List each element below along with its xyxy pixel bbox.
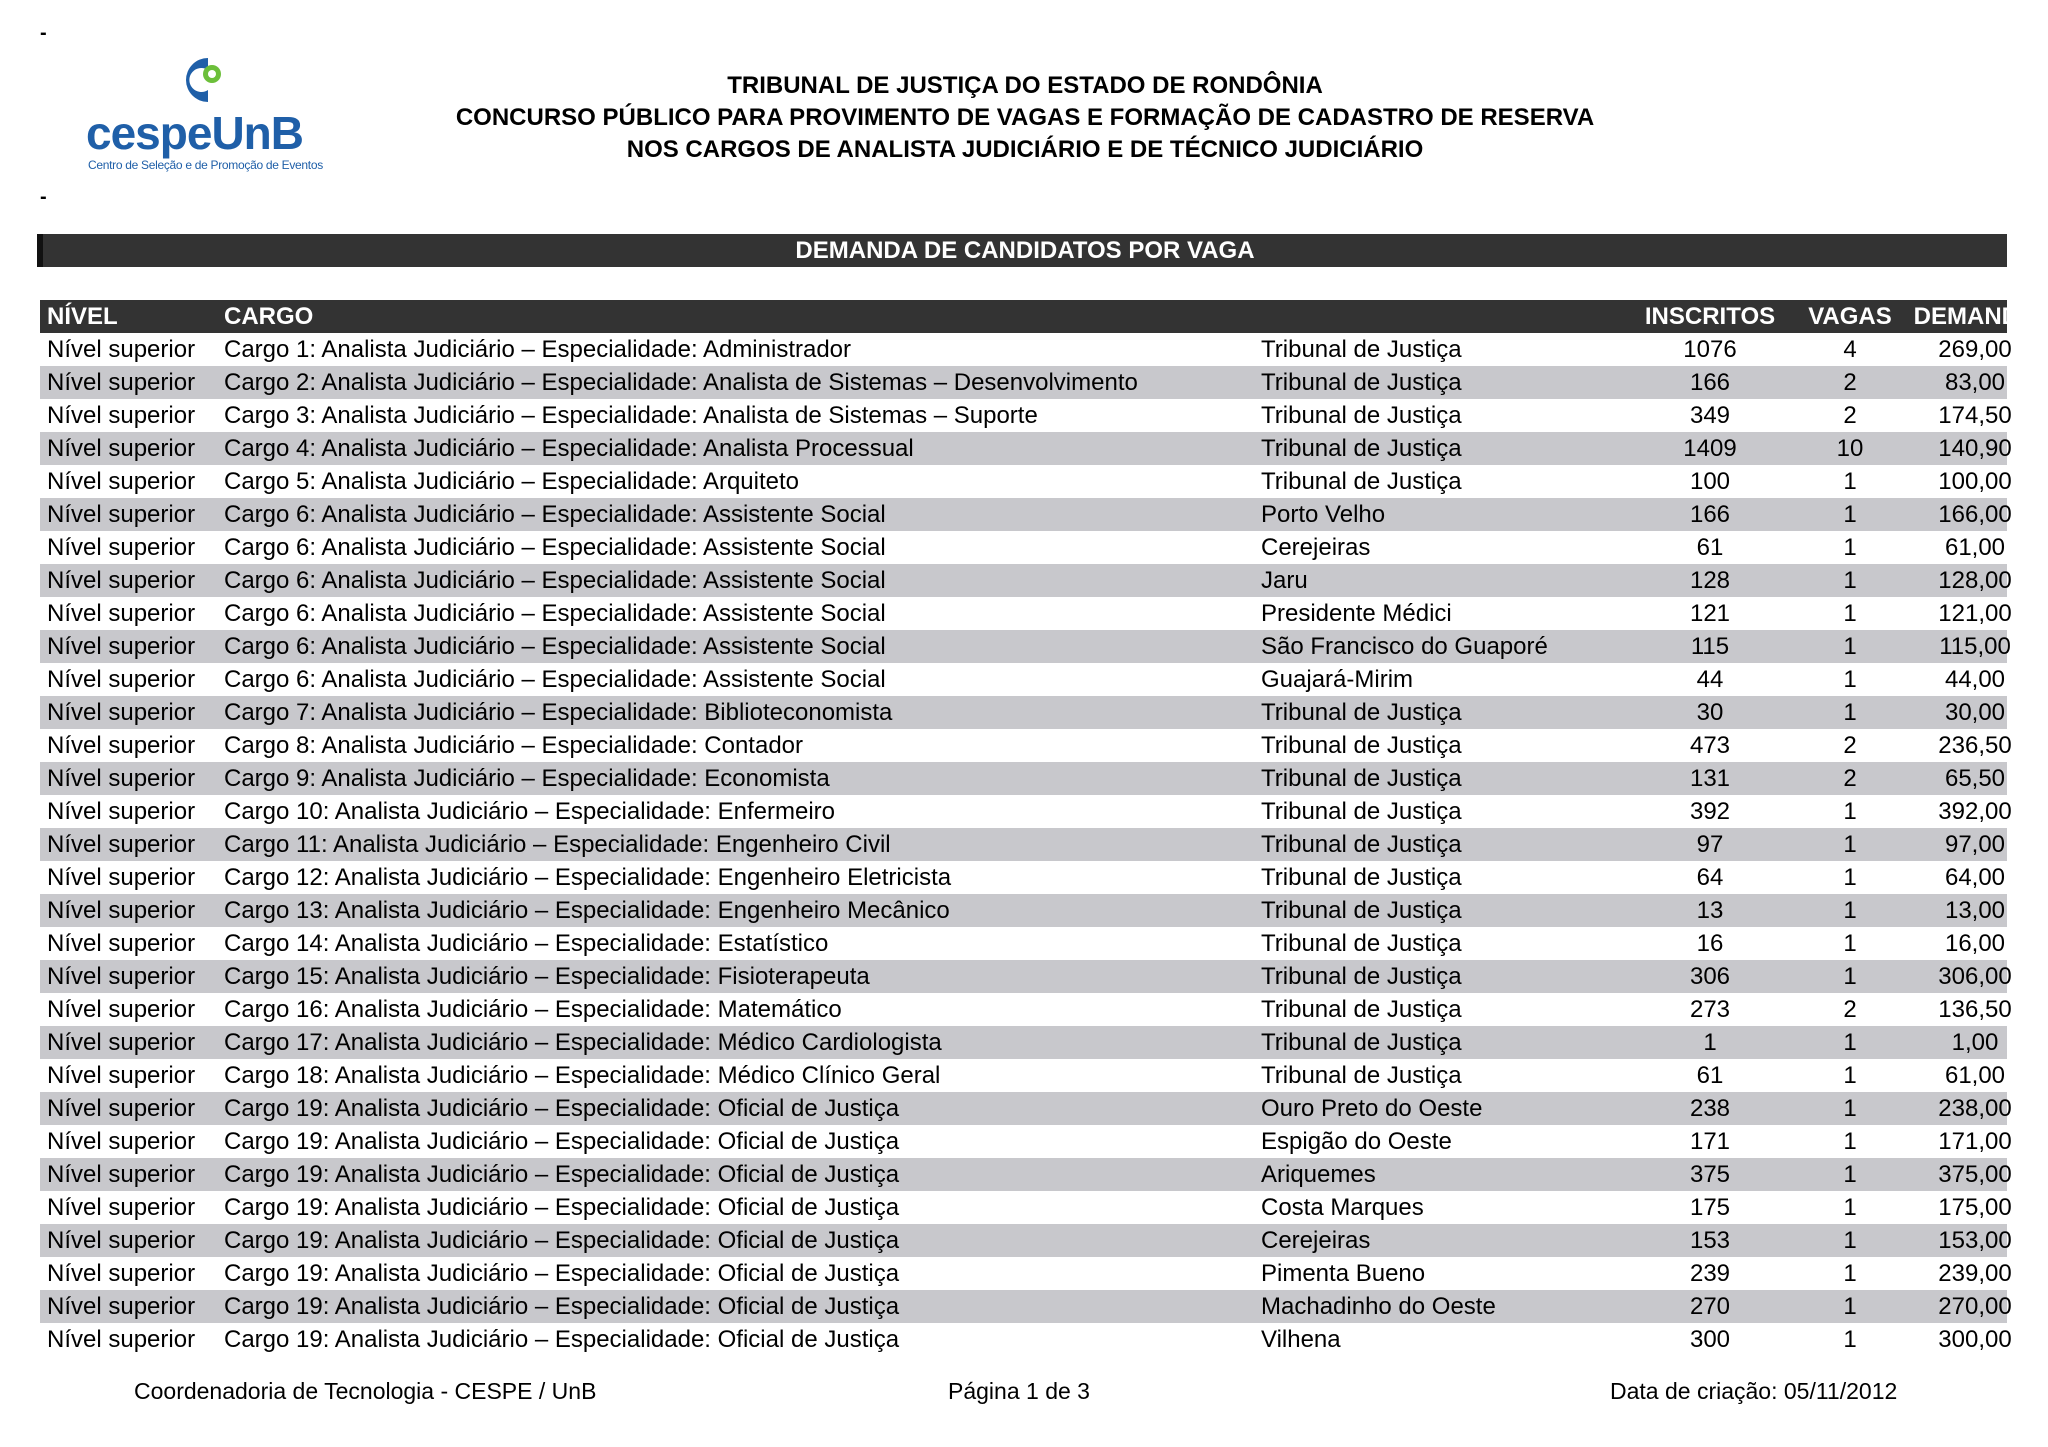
cell-vagas: 2 [1843,732,1857,759]
cell-cargo: Cargo 15: Analista Judiciário – Especialidade: Fisioterapeuta [224,963,870,990]
cell-nivel: Nível superior [47,1029,196,1056]
cell-demanda: 306,00 [1938,963,2012,990]
cell-cargo: Cargo 5: Analista Judiciário – Especialidade: Arquiteto [224,468,800,495]
table-row [40,927,2007,960]
table-row [40,1191,2012,1224]
cell-vagas: 1 [1843,1029,1857,1056]
cell-vagas: 1 [1843,1260,1857,1287]
logo-word-unb: UnB [211,107,303,159]
cell-demanda: 174,50 [1938,402,2012,429]
logo-word-cespe: cespe [86,107,212,159]
cell-inscritos: 166 [1689,501,1731,528]
cell-nivel: Nível superior [47,633,196,660]
cell-local: Tribunal de Justiça [1261,402,1462,429]
cespe-unb-logo [86,50,323,180]
cell-cargo: Cargo 13: Analista Judiciário – Especialidade: Engenheiro Mecânico [224,897,950,924]
cell-vagas: 1 [1843,798,1857,825]
cell-cargo: Cargo 19: Analista Judiciário – Especialidade: Oficial de Justiça [224,1326,900,1353]
cell-nivel: Nível superior [47,567,196,594]
cell-demanda: 65,50 [1944,765,2006,792]
cell-local: Tribunal de Justiça [1261,930,1462,957]
cell-cargo: Cargo 4: Analista Judiciário – Especialidade: Analista Processual [224,435,914,462]
cell-inscritos: 239 [1689,1260,1731,1287]
table-row [40,729,2012,762]
table-row [40,465,2012,498]
cell-nivel: Nível superior [47,435,196,462]
table-row [40,663,2007,696]
cell-vagas: 1 [1843,633,1857,660]
col-header-inscritos: INSCRITOS [1644,303,1776,330]
cell-demanda: 115,00 [1939,633,2011,660]
cell-local: Tribunal de Justiça [1261,831,1462,858]
logo-wordmark [86,106,303,160]
cell-demanda: 97,00 [1944,831,2006,858]
cell-vagas: 1 [1843,1128,1857,1155]
cell-vagas: 1 [1843,963,1857,990]
cell-demanda: 61,00 [1944,1062,2006,1089]
cell-nivel: Nível superior [47,930,196,957]
cell-inscritos: 131 [1689,765,1731,792]
cell-local: Tribunal de Justiça [1261,1062,1462,1089]
cell-cargo: Cargo 11: Analista Judiciário – Especialidade: Engenheiro Civil [224,831,891,858]
cell-cargo: Cargo 2: Analista Judiciário – Especialidade: Analista de Sistemas – Desenvolvimento [224,369,1138,396]
cespe-logo-icon [168,50,232,110]
cell-cargo: Cargo 17: Analista Judiciário – Especialidade: Médico Cardiologista [224,1029,942,1056]
cell-vagas: 1 [1843,666,1857,693]
cell-local: Tribunal de Justiça [1261,336,1462,363]
cell-cargo: Cargo 6: Analista Judiciário – Especialidade: Assistente Social [224,501,886,528]
cell-cargo: Cargo 19: Analista Judiciário – Especialidade: Oficial de Justiça [224,1260,900,1287]
cell-inscritos: 175 [1689,1194,1731,1221]
cell-inscritos: 16 [1696,930,1724,957]
cell-nivel: Nível superior [47,369,196,396]
header-line-1: TRIBUNAL DE JUSTIÇA DO ESTADO DE RONDÔNIA [727,72,1323,99]
cell-local: São Francisco do Guaporé [1261,633,1548,660]
cell-nivel: Nível superior [47,864,196,891]
demand-table [40,300,2037,1356]
col-header-vagas: VAGAS [1808,303,1892,330]
cell-local: Tribunal de Justiça [1261,897,1462,924]
table-row [40,498,2012,531]
cell-cargo: Cargo 6: Analista Judiciário – Especialidade: Assistente Social [224,666,886,693]
cell-cargo: Cargo 16: Analista Judiciário – Especialidade: Matemático [224,996,842,1023]
cell-vagas: 1 [1843,1326,1857,1353]
cell-local: Vilhena [1261,1326,1341,1353]
table-row [40,1257,2012,1290]
cell-local: Tribunal de Justiça [1261,765,1462,792]
cell-demanda: 175,00 [1938,1194,2012,1221]
cell-vagas: 4 [1843,336,1857,363]
cell-vagas: 1 [1843,567,1857,594]
cell-inscritos: 100 [1689,468,1731,495]
cell-demanda: 153,00 [1938,1227,2012,1254]
cell-nivel: Nível superior [47,699,196,726]
table-row [40,597,2012,630]
table-row [40,861,2007,894]
cell-local: Tribunal de Justiça [1261,435,1462,462]
cell-vagas: 1 [1843,600,1857,627]
cell-demanda: 392,00 [1938,798,2012,825]
cell-local: Tribunal de Justiça [1261,468,1462,495]
cell-demanda: 238,00 [1938,1095,2012,1122]
footer-creation-date: Data de criação: 05/11/2012 [1610,1378,1898,1404]
cell-demanda: 128,00 [1938,567,2012,594]
cell-vagas: 2 [1843,996,1857,1023]
table-row [40,531,2007,564]
cell-demanda: 136,50 [1938,996,2012,1023]
cell-local: Tribunal de Justiça [1261,1029,1462,1056]
table-row [40,960,2012,993]
cell-inscritos: 61 [1696,534,1724,561]
cell-nivel: Nível superior [47,897,196,924]
cell-vagas: 1 [1843,1194,1857,1221]
cell-inscritos: 306 [1689,963,1731,990]
cell-inscritos: 13 [1696,897,1724,924]
cell-vagas: 1 [1843,1227,1857,1254]
cell-vagas: 1 [1843,468,1857,495]
cell-demanda: 30,00 [1944,699,2006,726]
table-row [40,795,2012,828]
cell-cargo: Cargo 6: Analista Judiciário – Especialidade: Assistente Social [224,567,886,594]
cell-demanda: 300,00 [1938,1326,2012,1353]
table-header [40,300,2037,333]
corner-mark-top: - [40,22,47,44]
cell-cargo: Cargo 19: Analista Judiciário – Especialidade: Oficial de Justiça [224,1128,900,1155]
cell-vagas: 1 [1843,864,1857,891]
cell-cargo: Cargo 3: Analista Judiciário – Especialidade: Analista de Sistemas – Suporte [224,402,1038,429]
cell-cargo: Cargo 9: Analista Judiciário – Especialidade: Economista [224,765,830,792]
table-row [40,1059,2007,1092]
cell-inscritos: 473 [1689,732,1731,759]
cell-nivel: Nível superior [47,402,196,429]
cell-cargo: Cargo 14: Analista Judiciário – Especialidade: Estatístico [224,930,829,957]
cell-cargo: Cargo 6: Analista Judiciário – Especialidade: Assistente Social [224,600,886,627]
cell-inscritos: 64 [1696,864,1724,891]
cell-cargo: Cargo 7: Analista Judiciário – Especialidade: Biblioteconomista [224,699,893,726]
cell-vagas: 2 [1843,402,1857,429]
cell-nivel: Nível superior [47,1161,196,1188]
table-row [40,1026,2007,1059]
cell-demanda: 64,00 [1944,864,2006,891]
cell-local: Porto Velho [1261,501,1386,528]
table-row [40,894,2007,927]
cell-demanda: 100,00 [1938,468,2012,495]
cell-cargo: Cargo 19: Analista Judiciário – Especialidade: Oficial de Justiça [224,1095,900,1122]
cell-inscritos: 270 [1689,1293,1731,1320]
table-row [40,432,2012,465]
cell-nivel: Nível superior [47,468,196,495]
col-header-nivel: NÍVEL [47,303,118,330]
cell-nivel: Nível superior [47,534,196,561]
cell-local: Pimenta Bueno [1261,1260,1426,1287]
cell-vagas: 1 [1843,699,1857,726]
cell-cargo: Cargo 6: Analista Judiciário – Especialidade: Assistente Social [224,633,886,660]
logo-subtitle: Centro de Seleção e de Promoção de Eventos [88,158,323,172]
cell-local: Cerejeiras [1261,1227,1371,1254]
table-row [40,630,2011,663]
cell-cargo: Cargo 19: Analista Judiciário – Especialidade: Oficial de Justiça [224,1194,900,1221]
cell-vagas: 1 [1843,501,1857,528]
table-row [40,1323,2012,1356]
cell-nivel: Nível superior [47,963,196,990]
cell-vagas: 1 [1843,1095,1857,1122]
table-row [40,1092,2012,1125]
cell-demanda: 83,00 [1944,369,2006,396]
cell-inscritos: 349 [1689,402,1731,429]
cell-local: Jaru [1261,567,1308,594]
table-row [40,828,2007,861]
cell-local: Costa Marques [1261,1194,1424,1221]
cell-nivel: Nível superior [47,1326,196,1353]
cell-local: Tribunal de Justiça [1261,369,1462,396]
cell-vagas: 1 [1843,534,1857,561]
cell-inscritos: 121 [1689,600,1731,627]
header-line-2: CONCURSO PÚBLICO PARA PROVIMENTO DE VAGAS E FORMAÇÃO DE CADASTRO DE RESERVA [455,104,1595,131]
cell-local: Tribunal de Justiça [1261,864,1462,891]
cell-local: Tribunal de Justiça [1261,732,1462,759]
cell-local: Tribunal de Justiça [1261,996,1462,1023]
cell-local: Guajará-Mirim [1261,666,1414,693]
cell-demanda: 16,00 [1944,930,2006,957]
cell-cargo: Cargo 12: Analista Judiciário – Especialidade: Engenheiro Eletricista [224,864,952,891]
cell-demanda: 270,00 [1938,1293,2012,1320]
cell-cargo: Cargo 19: Analista Judiciário – Especialidade: Oficial de Justiça [224,1227,900,1254]
cell-demanda: 1,00 [1951,1029,1999,1056]
cell-demanda: 166,00 [1938,501,2012,528]
cell-nivel: Nível superior [47,1194,196,1221]
cell-nivel: Nível superior [47,732,196,759]
cell-demanda: 140,90 [1938,435,2012,462]
cell-nivel: Nível superior [47,1293,196,1320]
cell-nivel: Nível superior [47,831,196,858]
cell-demanda: 236,50 [1938,732,2012,759]
cell-inscritos: 97 [1696,831,1724,858]
cell-vagas: 1 [1843,1293,1857,1320]
cell-nivel: Nível superior [47,1128,196,1155]
table-row [40,696,2007,729]
document-header [340,70,1710,166]
cell-local: Ariquemes [1261,1161,1376,1188]
cell-cargo: Cargo 19: Analista Judiciário – Especialidade: Oficial de Justiça [224,1161,900,1188]
cell-inscritos: 61 [1696,1062,1724,1089]
cell-demanda: 121,00 [1938,600,2012,627]
cell-nivel: Nível superior [47,1227,196,1254]
cell-demanda: 61,00 [1944,534,2006,561]
cell-inscritos: 375 [1689,1161,1731,1188]
cell-nivel: Nível superior [47,1095,196,1122]
cell-vagas: 2 [1843,369,1857,396]
col-header-cargo: CARGO [224,303,314,330]
cell-nivel: Nível superior [47,765,196,792]
table-row [40,1290,2012,1323]
table-body [40,333,2012,1356]
cell-inscritos: 44 [1696,666,1724,693]
cell-inscritos: 1 [1703,1029,1717,1056]
cell-vagas: 1 [1843,1161,1857,1188]
cell-demanda: 13,00 [1944,897,2006,924]
cell-vagas: 1 [1843,831,1857,858]
cell-nivel: Nível superior [47,666,196,693]
cell-cargo: Cargo 8: Analista Judiciário – Especialidade: Contador [224,732,804,759]
cell-local: Cerejeiras [1261,534,1371,561]
section-banner: DEMANDA DE CANDIDATOS POR VAGA [37,234,2007,267]
cell-local: Tribunal de Justiça [1261,798,1462,825]
cell-demanda: 269,00 [1938,336,2012,363]
cell-nivel: Nível superior [47,1062,196,1089]
cell-demanda: 239,00 [1938,1260,2012,1287]
cell-inscritos: 238 [1689,1095,1731,1122]
table-row [40,564,2012,597]
cell-inscritos: 30 [1696,699,1724,726]
cell-cargo: Cargo 18: Analista Judiciário – Especialidade: Médico Clínico Geral [224,1062,941,1089]
cell-cargo: Cargo 6: Analista Judiciário – Especialidade: Assistente Social [224,534,886,561]
cell-cargo: Cargo 19: Analista Judiciário – Especialidade: Oficial de Justiça [224,1293,900,1320]
cell-inscritos: 392 [1689,798,1731,825]
table-row [40,333,2012,366]
cell-demanda: 375,00 [1938,1161,2012,1188]
cell-inscritos: 153 [1689,1227,1731,1254]
cell-inscritos: 128 [1689,567,1731,594]
cell-local: Presidente Médici [1261,600,1452,627]
table-row [40,1224,2012,1257]
table-row [40,1158,2012,1191]
cell-local: Ouro Preto do Oeste [1261,1095,1483,1122]
cell-nivel: Nível superior [47,600,196,627]
cell-cargo: Cargo 1: Analista Judiciário – Especialidade: Administrador [224,336,852,363]
cell-local: Tribunal de Justiça [1261,963,1462,990]
col-header-demanda: DEMANDA [1913,303,2037,330]
cell-vagas: 1 [1843,897,1857,924]
cell-inscritos: 1409 [1683,435,1737,462]
cell-inscritos: 115 [1690,633,1730,660]
cell-local: Machadinho do Oeste [1261,1293,1496,1320]
cell-vagas: 1 [1843,1062,1857,1089]
cell-demanda: 171,00 [1938,1128,2012,1155]
cell-vagas: 2 [1843,765,1857,792]
cell-nivel: Nível superior [47,501,196,528]
cell-local: Espigão do Oeste [1261,1128,1452,1155]
cell-inscritos: 300 [1689,1326,1731,1353]
cell-nivel: Nível superior [47,1260,196,1287]
cell-inscritos: 166 [1689,369,1731,396]
cell-inscritos: 273 [1689,996,1731,1023]
cell-nivel: Nível superior [47,798,196,825]
header-line-3: NOS CARGOS DE ANALISTA JUDICIÁRIO E DE TÉCNICO JUDICIÁRIO [626,136,1424,163]
table-row [40,399,2012,432]
table-row [40,366,2007,399]
cell-inscritos: 171 [1689,1128,1731,1155]
footer-coordination: Coordenadoria de Tecnologia - CESPE / UnB [134,1378,597,1404]
cell-nivel: Nível superior [47,336,196,363]
cell-inscritos: 1076 [1683,336,1737,363]
cell-demanda: 44,00 [1944,666,2006,693]
cell-vagas: 1 [1843,930,1857,957]
corner-mark-bottom: - [40,186,47,208]
cell-nivel: Nível superior [47,996,196,1023]
table-row [40,993,2012,1026]
cell-vagas: 10 [1836,435,1864,462]
table-row [40,762,2007,795]
cell-cargo: Cargo 10: Analista Judiciário – Especialidade: Enfermeiro [224,798,836,825]
footer-page-number: Página 1 de 3 [948,1378,1090,1404]
cell-local: Tribunal de Justiça [1261,699,1462,726]
table-row [40,1125,2012,1158]
